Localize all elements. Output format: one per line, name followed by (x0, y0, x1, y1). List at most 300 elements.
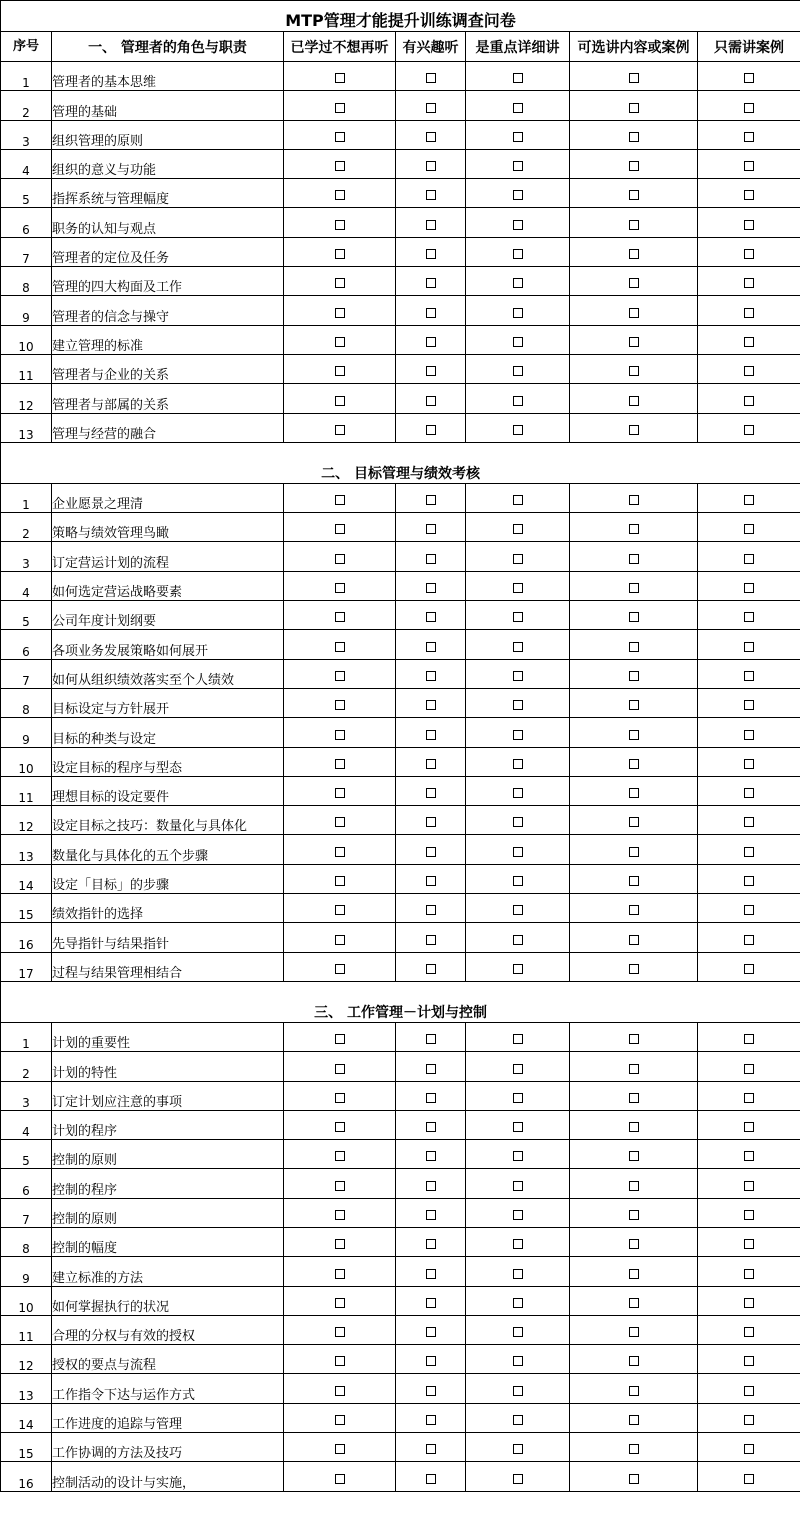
checkbox[interactable] (629, 583, 639, 593)
checkbox[interactable] (629, 249, 639, 259)
checkbox[interactable] (629, 425, 639, 435)
option-cell (570, 1257, 698, 1286)
checkbox[interactable] (629, 876, 639, 886)
checkbox[interactable] (744, 249, 754, 259)
checkbox[interactable] (426, 190, 436, 200)
checkbox[interactable] (335, 847, 345, 857)
checkbox[interactable] (513, 935, 523, 945)
option-cell (466, 1286, 570, 1315)
checkbox[interactable] (629, 1181, 639, 1191)
option-cell (396, 1257, 466, 1286)
checkbox[interactable] (513, 278, 523, 288)
table-row (1, 923, 800, 952)
checkbox[interactable] (513, 583, 523, 593)
checkbox[interactable] (426, 249, 436, 259)
checkbox[interactable] (744, 308, 754, 318)
checkbox[interactable] (335, 220, 345, 230)
checkbox[interactable] (335, 905, 345, 915)
checkbox[interactable] (426, 642, 436, 652)
checkbox[interactable] (744, 103, 754, 113)
checkbox[interactable] (335, 1064, 345, 1074)
checkbox[interactable] (513, 1239, 523, 1249)
checkbox[interactable] (744, 730, 754, 740)
checkbox[interactable] (629, 671, 639, 681)
checkbox[interactable] (744, 1093, 754, 1103)
checkbox[interactable] (513, 788, 523, 798)
checkbox[interactable] (629, 788, 639, 798)
checkbox[interactable] (629, 396, 639, 406)
checkbox[interactable] (629, 524, 639, 534)
checkbox[interactable] (513, 759, 523, 769)
checkbox[interactable] (426, 1415, 436, 1425)
checkbox[interactable] (629, 642, 639, 652)
checkbox[interactable] (744, 366, 754, 376)
checkbox[interactable] (426, 1034, 436, 1044)
header-number: 序号 (1, 32, 52, 62)
checkbox[interactable] (513, 1474, 523, 1484)
checkbox[interactable] (744, 817, 754, 827)
checkbox[interactable] (629, 1474, 639, 1484)
checkbox[interactable] (335, 1239, 345, 1249)
checkbox[interactable] (513, 1269, 523, 1279)
option-cell (466, 1052, 570, 1081)
checkbox[interactable] (744, 278, 754, 288)
checkbox[interactable] (513, 1093, 523, 1103)
checkbox[interactable] (513, 1151, 523, 1161)
checkbox[interactable] (335, 642, 345, 652)
table-row (1, 1433, 800, 1462)
checkbox[interactable] (744, 847, 754, 857)
checkbox[interactable] (629, 1064, 639, 1074)
checkbox[interactable] (426, 73, 436, 83)
option-cell (396, 747, 466, 776)
checkbox[interactable] (629, 964, 639, 974)
checkbox[interactable] (629, 161, 639, 171)
checkbox[interactable] (513, 103, 523, 113)
checkbox[interactable] (513, 220, 523, 230)
checkbox[interactable] (744, 73, 754, 83)
checkbox[interactable] (426, 876, 436, 886)
checkbox[interactable] (513, 554, 523, 564)
option-cell (284, 1286, 396, 1315)
checkbox[interactable] (513, 73, 523, 83)
checkbox[interactable] (513, 308, 523, 318)
item-name: 管理者的信念与操守 (52, 296, 284, 325)
item-name: 绩效指针的选择 (52, 894, 284, 923)
checkbox[interactable] (335, 759, 345, 769)
checkbox[interactable] (513, 730, 523, 740)
checkbox[interactable] (629, 1298, 639, 1308)
option-cell (570, 542, 698, 571)
checkbox[interactable] (744, 583, 754, 593)
option-cell (466, 718, 570, 747)
checkbox[interactable] (744, 1181, 754, 1191)
item-name: 控制的原则 (52, 1140, 284, 1169)
option-cell (466, 688, 570, 717)
checkbox[interactable] (513, 1356, 523, 1366)
option-cell (284, 1462, 396, 1491)
checkbox[interactable] (744, 759, 754, 769)
item-name: 管理的四大构面及工作 (52, 267, 284, 296)
checkbox[interactable] (426, 1298, 436, 1308)
option-cell (466, 296, 570, 325)
option-cell (284, 1140, 396, 1169)
checkbox[interactable] (629, 759, 639, 769)
checkbox[interactable] (744, 337, 754, 347)
option-cell (698, 806, 800, 835)
checkbox[interactable] (335, 103, 345, 113)
checkbox[interactable] (426, 132, 436, 142)
checkbox[interactable] (335, 700, 345, 710)
checkbox[interactable] (744, 1386, 754, 1396)
option-cell (284, 571, 396, 600)
checkbox[interactable] (513, 190, 523, 200)
checkbox[interactable] (744, 161, 754, 171)
table-row (1, 120, 800, 149)
checkbox[interactable] (629, 190, 639, 200)
checkbox[interactable] (426, 495, 436, 505)
checkbox[interactable] (335, 1181, 345, 1191)
checkbox[interactable] (335, 876, 345, 886)
checkbox[interactable] (426, 278, 436, 288)
checkbox[interactable] (335, 1210, 345, 1220)
option-cell (396, 1433, 466, 1462)
item-name: 过程与结果管理相结合 (52, 952, 284, 981)
option-cell (396, 659, 466, 688)
header-row (1, 32, 800, 62)
checkbox[interactable] (744, 700, 754, 710)
checkbox[interactable] (335, 524, 345, 534)
checkbox[interactable] (744, 1415, 754, 1425)
table-row (1, 384, 800, 413)
checkbox[interactable] (513, 1327, 523, 1337)
header-option: 是重点详细讲 (466, 32, 570, 62)
checkbox[interactable] (426, 817, 436, 827)
checkbox[interactable] (335, 671, 345, 681)
checkbox[interactable] (335, 1298, 345, 1308)
checkbox[interactable] (335, 161, 345, 171)
checkbox[interactable] (513, 817, 523, 827)
checkbox[interactable] (426, 1210, 436, 1220)
checkbox[interactable] (629, 1327, 639, 1337)
checkbox[interactable] (744, 876, 754, 886)
checkbox[interactable] (426, 671, 436, 681)
checkbox[interactable] (335, 554, 345, 564)
checkbox[interactable] (744, 642, 754, 652)
checkbox[interactable] (426, 935, 436, 945)
checkbox[interactable] (629, 220, 639, 230)
checkbox[interactable] (335, 964, 345, 974)
checkbox[interactable] (426, 788, 436, 798)
checkbox[interactable] (426, 308, 436, 318)
item-number: 7 (1, 659, 52, 688)
checkbox[interactable] (335, 278, 345, 288)
checkbox[interactable] (744, 425, 754, 435)
checkbox[interactable] (629, 308, 639, 318)
checkbox[interactable] (335, 425, 345, 435)
checkbox[interactable] (513, 249, 523, 259)
checkbox[interactable] (629, 337, 639, 347)
checkbox[interactable] (335, 1269, 345, 1279)
checkbox[interactable] (513, 876, 523, 886)
item-name: 设定「目标」的步骤 (52, 864, 284, 893)
checkbox[interactable] (629, 1151, 639, 1161)
option-cell (284, 894, 396, 923)
checkbox[interactable] (629, 935, 639, 945)
checkbox[interactable] (629, 730, 639, 740)
checkbox[interactable] (426, 1181, 436, 1191)
checkbox[interactable] (744, 1034, 754, 1044)
option-cell (466, 1374, 570, 1403)
checkbox[interactable] (335, 788, 345, 798)
checkbox[interactable] (426, 1151, 436, 1161)
checkbox[interactable] (426, 103, 436, 113)
checkbox[interactable] (513, 1122, 523, 1132)
checkbox[interactable] (629, 554, 639, 564)
item-number: 2 (1, 91, 52, 120)
checkbox[interactable] (513, 396, 523, 406)
item-name: 控制的程序 (52, 1169, 284, 1198)
item-number: 4 (1, 571, 52, 600)
checkbox[interactable] (744, 905, 754, 915)
checkbox[interactable] (513, 847, 523, 857)
checkbox[interactable] (744, 190, 754, 200)
checkbox[interactable] (335, 396, 345, 406)
checkbox[interactable] (744, 396, 754, 406)
checkbox[interactable] (513, 1181, 523, 1191)
checkbox[interactable] (426, 1239, 436, 1249)
option-cell (396, 179, 466, 208)
checkbox[interactable] (513, 612, 523, 622)
option-cell (570, 1022, 698, 1051)
checkbox[interactable] (513, 1444, 523, 1454)
checkbox[interactable] (629, 366, 639, 376)
checkbox[interactable] (426, 612, 436, 622)
item-name: 先导指针与结果指针 (52, 923, 284, 952)
checkbox[interactable] (744, 220, 754, 230)
checkbox[interactable] (513, 1034, 523, 1044)
checkbox[interactable] (426, 847, 436, 857)
option-cell (570, 718, 698, 747)
checkbox[interactable] (335, 935, 345, 945)
checkbox[interactable] (629, 1210, 639, 1220)
checkbox[interactable] (744, 132, 754, 142)
checkbox[interactable] (513, 425, 523, 435)
checkbox[interactable] (335, 308, 345, 318)
option-cell (570, 354, 698, 383)
checkbox[interactable] (744, 1151, 754, 1161)
checkbox[interactable] (426, 1093, 436, 1103)
checkbox[interactable] (426, 1444, 436, 1454)
checkbox[interactable] (629, 73, 639, 83)
checkbox[interactable] (513, 700, 523, 710)
option-cell (466, 1257, 570, 1286)
checkbox[interactable] (513, 642, 523, 652)
option-cell (284, 1315, 396, 1344)
checkbox[interactable] (744, 1122, 754, 1132)
checkbox[interactable] (335, 583, 345, 593)
checkbox[interactable] (629, 495, 639, 505)
option-cell (396, 688, 466, 717)
table-row (1, 952, 800, 981)
checkbox[interactable] (629, 817, 639, 827)
checkbox[interactable] (513, 1298, 523, 1308)
checkbox[interactable] (629, 612, 639, 622)
checkbox[interactable] (426, 554, 436, 564)
checkbox[interactable] (744, 1327, 754, 1337)
checkbox[interactable] (513, 495, 523, 505)
checkbox[interactable] (426, 161, 436, 171)
checkbox[interactable] (335, 1151, 345, 1161)
checkbox[interactable] (426, 1327, 436, 1337)
checkbox[interactable] (513, 1064, 523, 1074)
checkbox[interactable] (513, 161, 523, 171)
option-cell (396, 1198, 466, 1227)
checkbox[interactable] (629, 1269, 639, 1279)
checkbox[interactable] (335, 132, 345, 142)
checkbox[interactable] (629, 1444, 639, 1454)
checkbox[interactable] (629, 847, 639, 857)
checkbox[interactable] (335, 1356, 345, 1366)
section-row (1, 981, 800, 1022)
checkbox[interactable] (744, 495, 754, 505)
checkbox[interactable] (426, 759, 436, 769)
header-option: 只需讲案例 (698, 32, 800, 62)
checkbox[interactable] (513, 1210, 523, 1220)
checkbox[interactable] (629, 1386, 639, 1396)
checkbox[interactable] (335, 366, 345, 376)
checkbox[interactable] (629, 132, 639, 142)
item-name: 公司年度计划纲要 (52, 601, 284, 630)
checkbox[interactable] (426, 1122, 436, 1132)
option-cell (570, 91, 698, 120)
option-cell (396, 513, 466, 542)
option-cell (570, 208, 698, 237)
checkbox[interactable] (426, 1269, 436, 1279)
checkbox[interactable] (335, 612, 345, 622)
checkbox[interactable] (335, 249, 345, 259)
checkbox[interactable] (426, 1474, 436, 1484)
option-cell (396, 1227, 466, 1256)
checkbox[interactable] (513, 1415, 523, 1425)
checkbox[interactable] (335, 730, 345, 740)
table-row (1, 601, 800, 630)
checkbox[interactable] (513, 964, 523, 974)
checkbox[interactable] (744, 1356, 754, 1366)
checkbox[interactable] (426, 1386, 436, 1396)
checkbox[interactable] (426, 220, 436, 230)
item-name: 设定目标之技巧：数量化与具体化 (52, 806, 284, 835)
checkbox[interactable] (513, 671, 523, 681)
checkbox[interactable] (335, 337, 345, 347)
checkbox[interactable] (335, 1327, 345, 1337)
checkbox[interactable] (629, 103, 639, 113)
checkbox[interactable] (629, 1093, 639, 1103)
checkbox[interactable] (426, 524, 436, 534)
checkbox[interactable] (335, 1444, 345, 1454)
checkbox[interactable] (744, 1269, 754, 1279)
checkbox[interactable] (744, 935, 754, 945)
checkbox[interactable] (426, 425, 436, 435)
checkbox[interactable] (744, 1298, 754, 1308)
checkbox[interactable] (629, 278, 639, 288)
option-cell (284, 952, 396, 981)
checkbox[interactable] (335, 817, 345, 827)
checkbox[interactable] (629, 1034, 639, 1044)
checkbox[interactable] (629, 905, 639, 915)
checkbox[interactable] (744, 1210, 754, 1220)
option-cell (284, 659, 396, 688)
option-cell (284, 747, 396, 776)
checkbox[interactable] (513, 905, 523, 915)
option-cell (570, 384, 698, 413)
checkbox[interactable] (744, 1064, 754, 1074)
checkbox[interactable] (426, 337, 436, 347)
checkbox[interactable] (744, 1444, 754, 1454)
checkbox[interactable] (513, 524, 523, 534)
option-cell (396, 1345, 466, 1374)
checkbox[interactable] (426, 1064, 436, 1074)
checkbox[interactable] (335, 73, 345, 83)
checkbox[interactable] (426, 730, 436, 740)
item-name: 管理者与企业的关系 (52, 354, 284, 383)
checkbox[interactable] (426, 583, 436, 593)
option-cell (396, 413, 466, 442)
checkbox[interactable] (744, 524, 754, 534)
checkbox[interactable] (426, 700, 436, 710)
checkbox[interactable] (335, 1093, 345, 1103)
checkbox[interactable] (629, 1415, 639, 1425)
checkbox[interactable] (426, 396, 436, 406)
checkbox[interactable] (335, 190, 345, 200)
checkbox[interactable] (335, 1386, 345, 1396)
option-cell (466, 62, 570, 91)
option-cell (396, 1462, 466, 1491)
checkbox[interactable] (335, 1415, 345, 1425)
checkbox[interactable] (335, 1474, 345, 1484)
option-cell (698, 776, 800, 805)
checkbox[interactable] (744, 554, 754, 564)
option-cell (396, 1315, 466, 1344)
checkbox[interactable] (426, 964, 436, 974)
item-number: 5 (1, 1140, 52, 1169)
checkbox[interactable] (513, 1386, 523, 1396)
checkbox[interactable] (744, 1239, 754, 1249)
checkbox[interactable] (513, 366, 523, 376)
checkbox[interactable] (629, 1239, 639, 1249)
checkbox[interactable] (335, 495, 345, 505)
option-cell (466, 208, 570, 237)
checkbox[interactable] (744, 1474, 754, 1484)
checkbox[interactable] (629, 700, 639, 710)
checkbox[interactable] (335, 1122, 345, 1132)
checkbox[interactable] (426, 366, 436, 376)
checkbox[interactable] (744, 612, 754, 622)
checkbox[interactable] (744, 964, 754, 974)
checkbox[interactable] (513, 337, 523, 347)
option-cell (570, 1433, 698, 1462)
checkbox[interactable] (744, 671, 754, 681)
checkbox[interactable] (629, 1356, 639, 1366)
checkbox[interactable] (629, 1122, 639, 1132)
checkbox[interactable] (744, 788, 754, 798)
option-cell (284, 923, 396, 952)
checkbox[interactable] (426, 1356, 436, 1366)
checkbox[interactable] (513, 132, 523, 142)
checkbox[interactable] (335, 1034, 345, 1044)
table-row (1, 1315, 800, 1344)
checkbox[interactable] (426, 905, 436, 915)
